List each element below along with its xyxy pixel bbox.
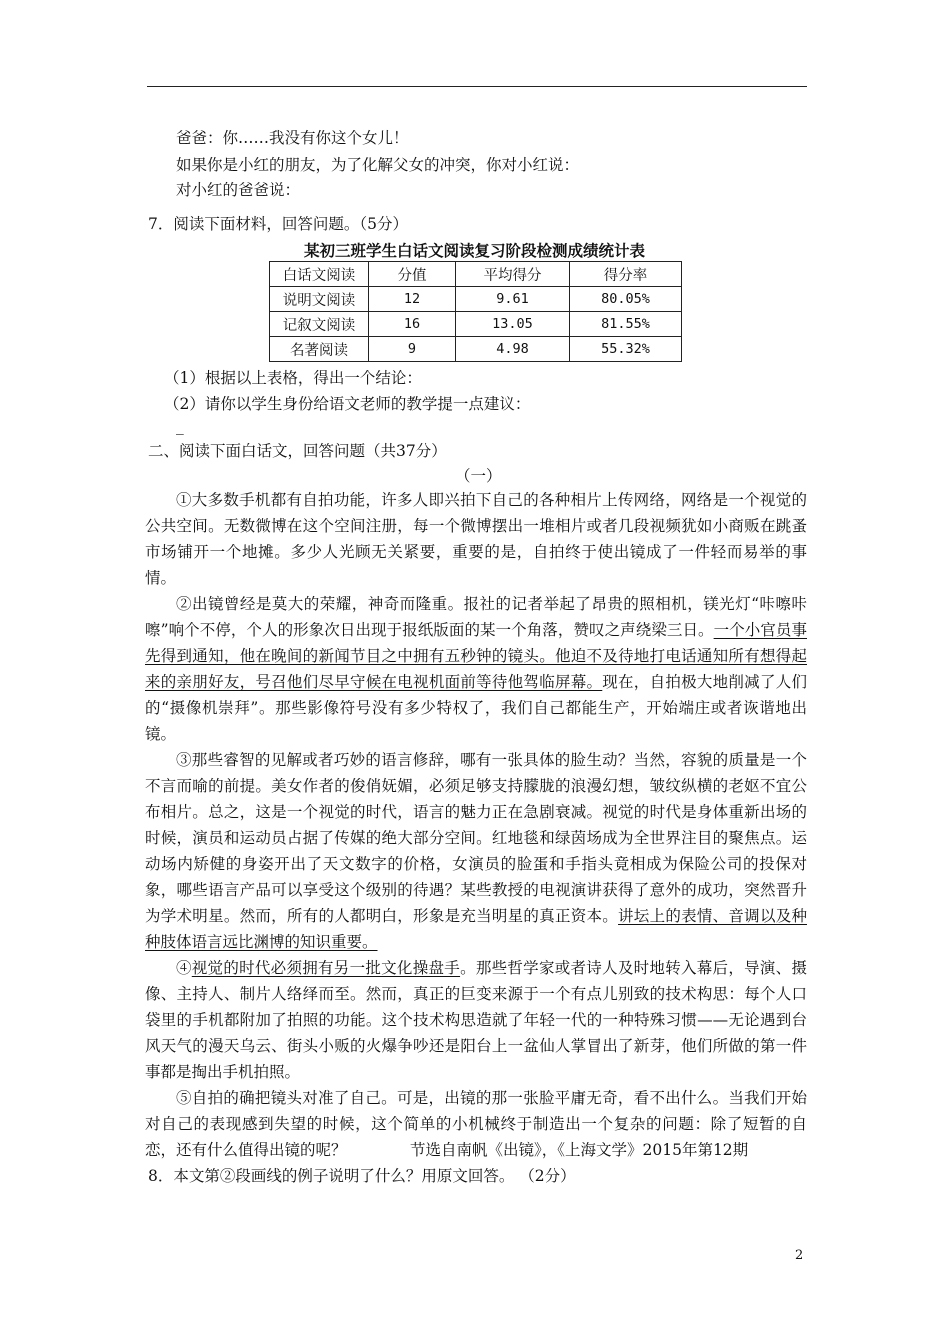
paragraph-4-text: 。那些哲学家或者诗人及时地转入幕后，导演、摄像、主持人、制片人络绎而至。然而，真正的巨变来源于一个有点儿别致的技术构思：每个人口袋里的手机都附加了拍照的功能。这个技术构思造就了年轻一代的一种特殊习惯——无论遇到台风天气的漫天乌云、街头小贩的火爆争吵还是阳台上一盆仙人掌冒出了新芽，他们所做的第一件事都是掏出手机拍照。 [145,959,807,1081]
answer-blank: _ [176,417,184,435]
section-2-heading: 二、阅读下面白话文，回答问题（共37分） [148,442,447,460]
table-cell: 13.05 [456,312,570,337]
question-7-heading: 7．阅读下面材料，回答问题。（5分） [148,215,408,233]
page-number: 2 [795,1248,804,1263]
table-row [270,287,682,312]
paragraph-2 [145,591,807,747]
source-citation: 节选自南帆《出镜》，《上海文学》2015年第12期 [410,1141,749,1159]
question-7-sub2: （2）请你以学生身份给语文老师的教学提一点建议： [164,395,531,413]
paragraph-4 [145,955,807,1085]
table-title: 某初三班学生白话文阅读复习阶段检测成绩统计表 [303,242,645,260]
table-header-cell: 白话文阅读 [270,262,369,287]
paragraph-1: ①大多数手机都有自拍功能，许多人即兴拍下自己的各种相片上传网络，网络是一个视觉的公共空间。无数微博在这个空间注册，每一个微博摆出一堆相片或者几段视频犹如小商贩在跳蚤市场铺开一个地摊。多少人光顾无关紧要，重要的是，自拍终于使出镜成了一件轻而易举的事情。 [145,491,807,587]
table-header-row [270,262,682,287]
table-header-cell: 平均得分 [456,262,570,287]
table-row [270,312,682,337]
table-cell: 16 [369,312,456,337]
passage [145,487,807,1163]
table-cell: 12 [369,287,456,312]
paragraph-2-text-a: ②出镜曾经是莫大的荣耀，神奇而隆重。报社的记者举起了昂贵的照相机，镁光灯“咔嚓咔嚓”响个不停，个人的形象次日出现于报纸版面的某一个角落，赞叹之声绕梁三日。 [145,595,807,639]
underlined-sentence-p4: 视觉的时代必须拥有另一批文化操盘手 [191,959,461,977]
dialogue-to-dad: 对小红的爸爸说： [176,181,301,199]
table-cell: 名著阅读 [270,337,369,362]
score-table [269,261,682,362]
table-header-cell: 得分率 [570,262,682,287]
table-row [270,337,682,362]
table-cell: 55.32% [570,337,682,362]
dialogue-prompt: 如果你是小红的朋友，为了化解父女的冲突，你对小红说： [176,156,580,174]
header-rule [147,86,807,87]
table-cell: 4.98 [456,337,570,362]
dialogue-dad-line: 爸爸：你……我没有你这个女儿！ [176,129,409,147]
table-cell: 说明文阅读 [270,287,369,312]
table-cell: 9.61 [456,287,570,312]
table-cell: 80.05% [570,287,682,312]
underlined-example: 一个小官员事先得到通知，他在晚间的新闻节目之中拥有五秒钟的镜头。他迫不及待地打电话通知所有想得起来的亲朋好友，号召他们尽早守候在电视机面前等待他驾临屏幕。 [145,621,807,691]
paragraph-3 [145,747,807,955]
table-header-cell: 分值 [369,262,456,287]
paragraph-5: ⑤自拍的确把镜头对准了自己。可是，出镜的那一张脸平庸无奇，看不出什么。当我们开始对自己的表现感到失望的时候，这个简单的小机械终于制造出一个复杂的问题：除了短暂的自恋，还有什么值得出镜的呢？ [145,1089,807,1159]
paragraph-3-text: ③那些睿智的见解或者巧妙的语言修辞，哪有一张具体的脸生动？当然，容貌的质量是一个不言而喻的前提。美女作者的俊俏妩媚，必须足够支持朦胧的浪漫幻想，皱纹纵横的老妪不宜公布相片。总之，这是一个视觉的时代，语言的魅力正在急剧衰减。视觉的时代是身体重新出场的时候，演员和运动员占据了传媒的绝大部分空间。红地毯和绿茵场成为全世界注目的聚焦点。运动场内矫健的身姿开出了天文数字的价格，女演员的脸蛋和手指头竟相成为保险公司的投保对象，哪些语言产品可以享受这个级别的待遇？某些教授的电视演讲获得了意外的成功，突然晋升为学术明星。然而，所有的人都明白，形象是充当明星的真正资本。 [145,751,807,925]
paragraph-4-number: ④ [176,959,192,977]
table-cell: 记叙文阅读 [270,312,369,337]
question-8: 8．本文第②段画线的例子说明了什么？用原文回答。 （2分） [148,1167,576,1185]
part-label: （一） [455,467,502,485]
question-7-sub1: （1）根据以上表格，得出一个结论： [164,369,422,387]
table-cell: 81.55% [570,312,682,337]
table-cell: 9 [369,337,456,362]
paragraph-2-text-b: 现在，自拍极大地削减了人们的“摄像机崇拜”。那些影像符号没有多少特权了，我们自己都能生产，开始端庄或者诙谐地出镜。 [145,673,807,743]
underlined-sentence-p3: 讲坛上的表情、音调以及种种肢体语言远比渊博的知识重要。 [145,907,807,951]
